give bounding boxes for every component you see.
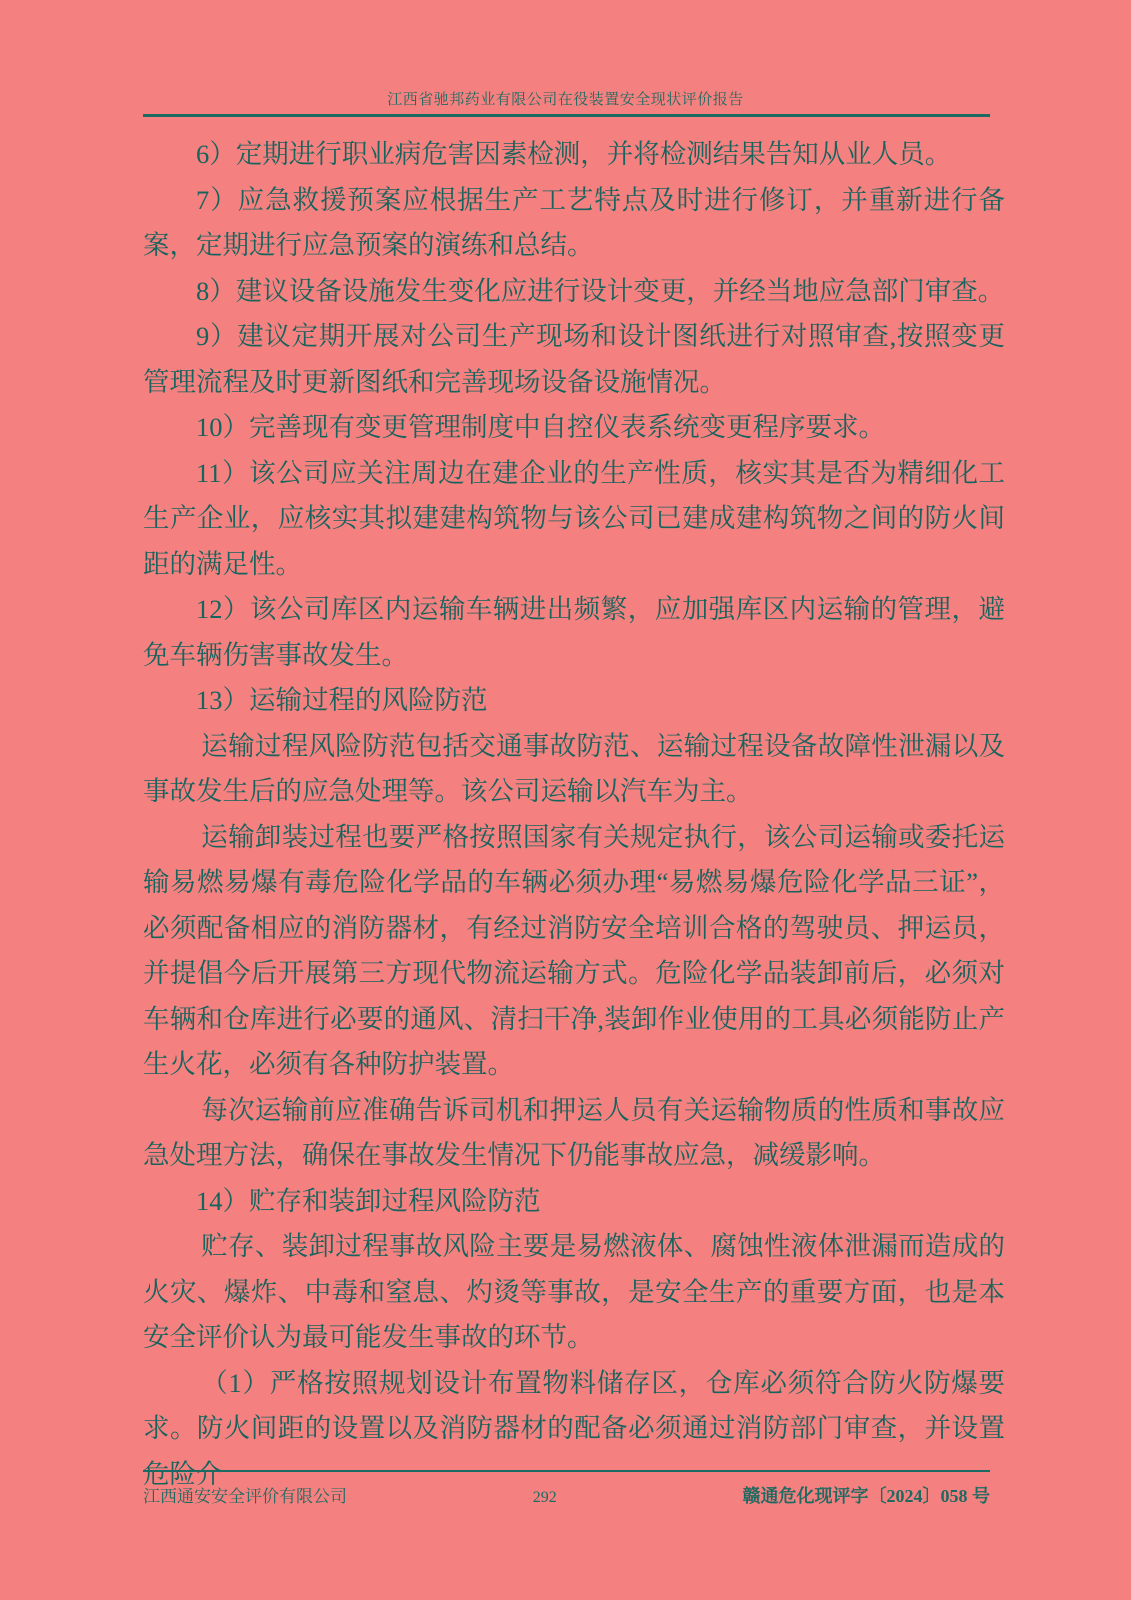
paragraph: 运输卸装过程也要严格按照国家有关规定执行，该公司运输或委托运输易燃易爆有毒危险化学品的车辆必须办理“易燃易爆危险化学品三证”，必须配备相应的消防器材，有经过消防安全培训合格的驾驶员、押运员，并提倡今后开展第三方现代物流运输方式。危险化学品装卸前后，必须对车辆和仓库进行必要的通风、清扫干净,装卸作业使用的工具必须能防止产生火花，必须有各种防护装置。 [143, 821, 1005, 1079]
paragraph: 12）该公司库区内运输车辆进出频繁，应加强库区内运输的管理，避免车辆伤害事故发生。 [143, 594, 1005, 670]
header-divider [143, 114, 990, 117]
paragraph: 11）该公司应关注周边在建企业的生产性质，核实其是否为精细化工生产企业，应核实其拟建建构筑物与该公司已建成建构筑物之间的防火间距的满足性。 [143, 457, 1005, 579]
document-body [143, 132, 1005, 1497]
paragraph: 7）应急救援预案应根据生产工艺特点及时进行修订，并重新进行备案，定期进行应急预案的演练和总结。 [143, 184, 1005, 260]
paragraph: 6）定期进行职业病危害因素检测，并将检测结果告知从业人员。 [196, 139, 952, 169]
page-header-title: 江西省驰邦药业有限公司在役装置安全现状评价报告 [387, 92, 744, 108]
page-number: 292 [532, 1489, 557, 1506]
paragraph: 13）运输过程的风险防范 [196, 685, 488, 715]
footer-report-number: 赣通危化现评字〔2024〕058 号 [742, 1486, 990, 1506]
footer-divider [143, 1470, 990, 1472]
paragraph: 8）建议设备设施发生变化应进行设计变更，并经当地应急部门审查。 [196, 275, 1005, 306]
paragraph: 运输过程风险防范包括交通事故防范、运输过程设备故障性泄漏以及事故发生后的应急处理等。该公司运输以汽车为主。 [143, 730, 1005, 806]
paragraph: 贮存、装卸过程事故风险主要是易燃液体、腐蚀性液体泄漏而造成的火灾、爆炸、中毒和窒息、灼烫等事故，是安全生产的重要方面，也是本安全评价认为最可能发生事故的环节。 [143, 1231, 1005, 1352]
paragraph: 每次运输前应准确告诉司机和押运人员有关运输物质的性质和事故应急处理方法，确保在事故发生情况下仍能事故应急，减缓影响。 [143, 1094, 1005, 1170]
paragraph: （1）严格按照规划设计布置物料储存区，仓库必须符合防火防爆要求。防火间距的设置以及消防器材的配备必须通过消防部门审查，并设置危险介 [143, 1367, 1005, 1489]
paragraph: 9）建议定期开展对公司生产现场和设计图纸进行对照审查,按照变更管理流程及时更新图纸和完善现场设备设施情况。 [143, 321, 1005, 397]
paragraph: 10）完善现有变更管理制度中自控仪表系统变更程序要求。 [196, 412, 885, 442]
paragraph: 14）贮存和装卸过程风险防范 [196, 1185, 541, 1216]
footer-company-name: 江西通安安全评价有限公司 [143, 1487, 347, 1506]
page-footer [143, 1482, 990, 1508]
